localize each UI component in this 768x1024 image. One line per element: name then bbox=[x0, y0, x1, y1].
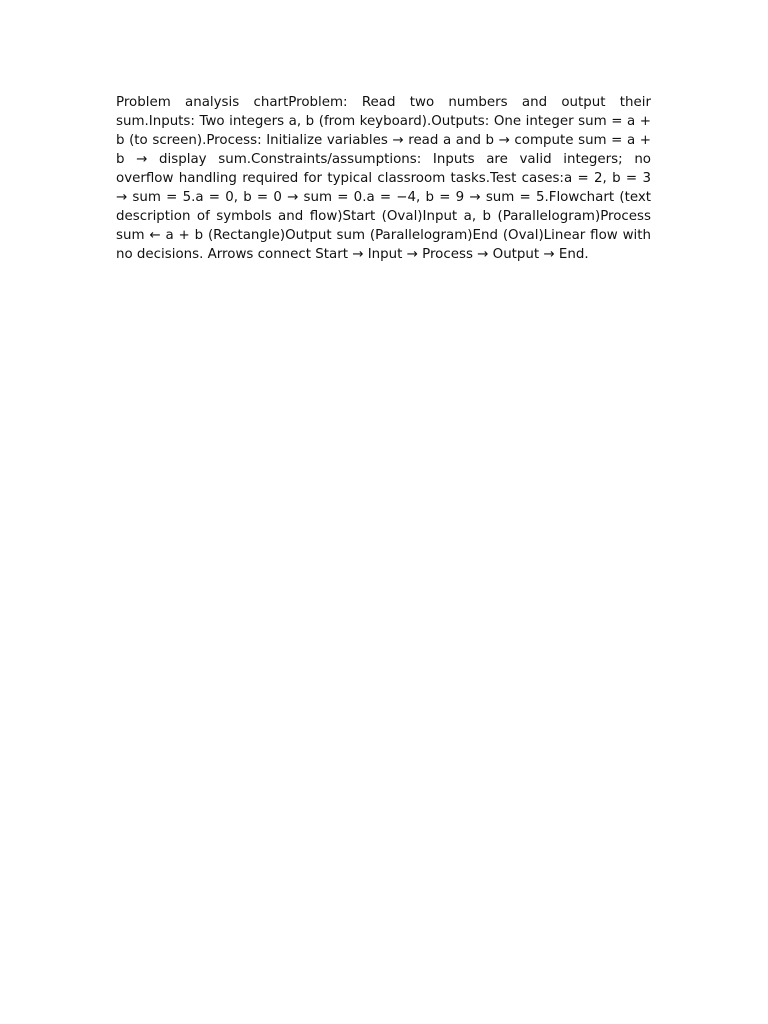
body-paragraph: Problem analysis chartProblem: Read two numbers and output their sum.Inputs: Two integers a, b (from keyboard).Outputs: One integer sum = a + b (to screen).Process: Initialize variables → read a and b → compute sum = a + b → display sum.Constraints/assumptions: Inputs are valid integers; no overflow handling required for typical classroom tasks.Test cases:a = 2, b = 3 → sum = 5.a = 0, b = 0 → sum = 0.a = −4, b = 9 → sum = 5.Flowchart (text description of symbols and flow)Start (Oval)Input a, b (Parallelogram)Process sum ← a + b (Rectangle)Output sum (Parallelogram)End (Oval)Linear flow with no decisions. Arrows connect Start → Input → Process → Output → End. bbox=[116, 95, 651, 262]
